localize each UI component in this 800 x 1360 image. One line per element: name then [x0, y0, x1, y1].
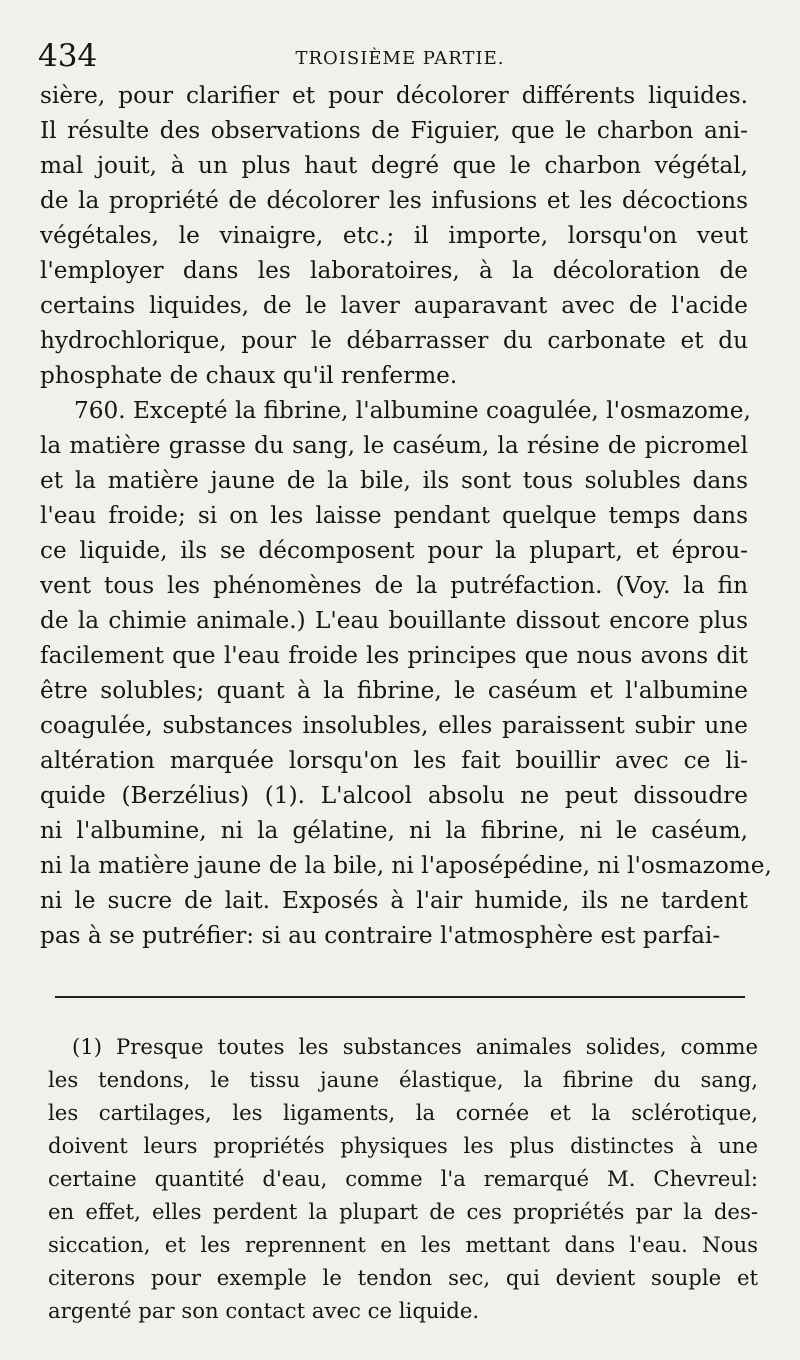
text-line: végétales, le vinaigre, etc.; il importe, lorsqu'on veut	[40, 222, 748, 249]
text-line: la matière grasse du sang, le caséum, la résine de picromel	[40, 432, 748, 459]
text-line: l'eau froide; si on les laisse pendant quelque temps dans	[40, 502, 748, 529]
text-line: l'employer dans les laboratoires, à la décoloration de	[40, 257, 748, 284]
text-line: Il résulte des observations de Figuier, que le charbon ani-	[40, 117, 748, 144]
text-line: de la chimie animale.) L'eau bouillante dissout encore plus	[40, 607, 748, 634]
footnote-line: doivent leurs propriétés physiques les plus distinctes à une	[48, 1133, 758, 1158]
text-line: vent tous les phénomènes de la putréfaction. (Voy. la fin	[40, 572, 748, 599]
text-line: 760. Excepté la fibrine, l'albumine coagulée, l'osmazome,	[74, 397, 751, 424]
page-number: 434	[38, 38, 98, 74]
running-title: TROISIÈME PARTIE.	[295, 48, 505, 69]
text-line: mal jouit, à un plus haut degré que le charbon végétal,	[40, 152, 748, 179]
footnote-line: (1) Presque toutes les substances animales solides, comme	[72, 1034, 758, 1059]
page-header	[38, 36, 762, 76]
text-line: de la propriété de décolorer les infusions et les décoctions	[40, 187, 748, 214]
footnote-line: siccation, et les reprennent en les mettant dans l'eau. Nous	[48, 1232, 758, 1257]
text-line: pas à se putréfier: si au contraire l'atmosphère est parfai-	[40, 922, 721, 949]
footnote-line: citerons pour exemple le tendon sec, qui devient souple et	[48, 1265, 758, 1290]
text-line: être solubles; quant à la fibrine, le caséum et l'albumine	[40, 677, 748, 704]
text-line: coagulée, substances insolubles, elles paraissent subir une	[40, 712, 748, 739]
text-line: facilement que l'eau froide les principes que nous avons dit	[40, 642, 748, 669]
footnote-line: les cartilages, les ligaments, la cornée et la sclérotique,	[48, 1100, 758, 1125]
text-line: et la matière jaune de la bile, ils sont tous solubles dans	[40, 467, 748, 494]
text-line: quide (Berzélius) (1). L'alcool absolu ne peut dissoudre	[40, 782, 748, 809]
footnote-line: argenté par son contact avec ce liquide.	[48, 1298, 480, 1323]
main-text	[40, 78, 772, 953]
text-line: ni le sucre de lait. Exposés à l'air humide, ils ne tardent	[40, 887, 748, 914]
footnote-line: en effet, elles perdent la plupart de ces propriétés par la des-	[48, 1199, 758, 1224]
text-line: phosphate de chaux qu'il renferme.	[40, 362, 458, 389]
text-line: ni la matière jaune de la bile, ni l'aposépédine, ni l'osmazome,	[40, 852, 772, 879]
text-line: hydrochlorique, pour le débarrasser du carbonate et du	[40, 327, 748, 354]
text-line: sière, pour clarifier et pour décolorer différents liquides.	[40, 82, 748, 109]
text-line: altération marquée lorsqu'on les fait bouillir avec ce li-	[40, 747, 748, 774]
footnote-line: certaine quantité d'eau, comme l'a remarqué M. Chevreul:	[48, 1166, 758, 1191]
footnote	[48, 1030, 758, 1327]
text-line: certains liquides, de le laver auparavant avec de l'acide	[40, 292, 748, 319]
footnote-rule	[55, 996, 745, 998]
text-line: ce liquide, ils se décomposent pour la plupart, et éprou-	[40, 537, 748, 564]
footnote-line: les tendons, le tissu jaune élastique, la fibrine du sang,	[48, 1067, 758, 1092]
text-line: ni l'albumine, ni la gélatine, ni la fibrine, ni le caséum,	[40, 817, 748, 844]
